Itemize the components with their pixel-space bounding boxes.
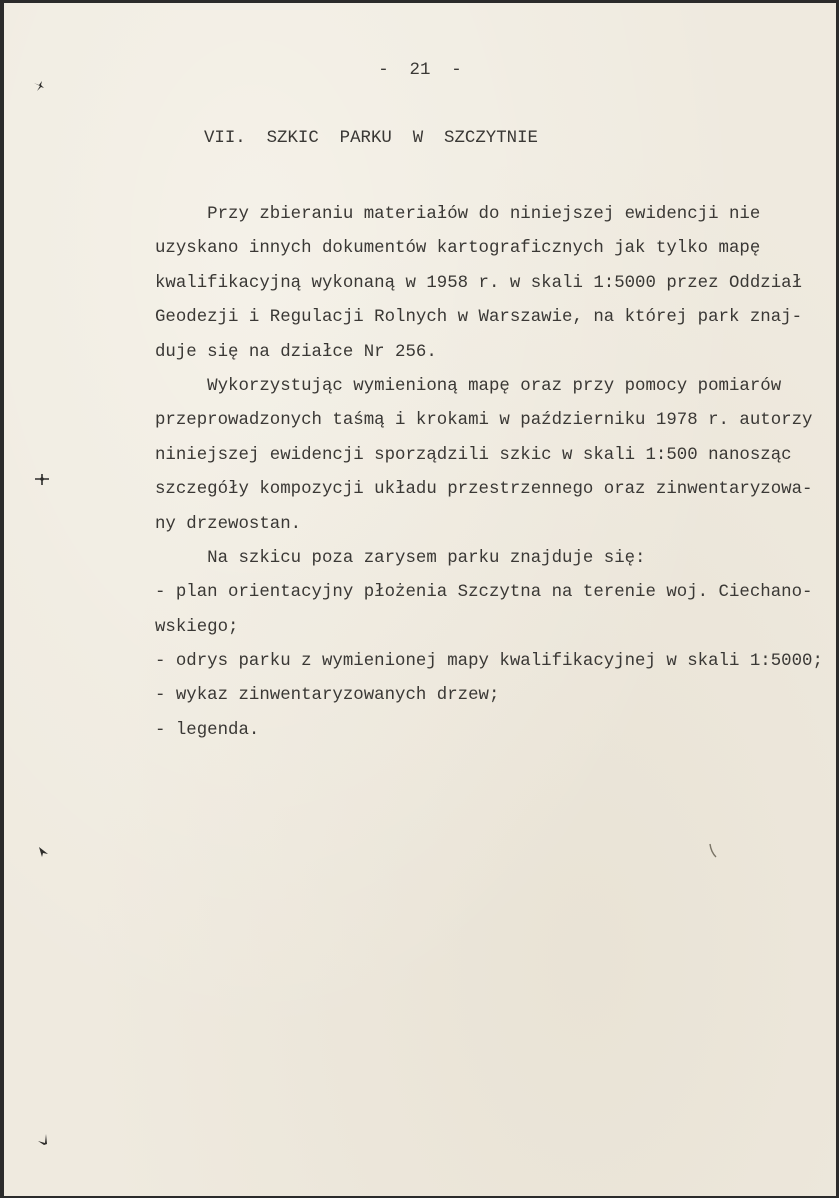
list-item: - wykaz zinwentaryzowanych drzew; [155, 686, 500, 706]
binding-hole-mark-icon [36, 1133, 50, 1147]
section-heading: VII. SZKIC PARKU W SZCZYTNIE [204, 129, 538, 148]
text-line: kwalifikacyjną wykonaną w 1958 r. w skali 1:5000 przez Oddział [155, 273, 803, 293]
page-number: - 21 - [378, 61, 462, 80]
paper-speck [708, 843, 718, 859]
text-line: Geodezji i Regulacji Rolnych w Warszawie, na której park znaj- [155, 308, 803, 328]
text-line: Na szkicu poza zarysem parku znajduje się: [155, 548, 646, 568]
text-line: Wykorzystując wymienioną mapę oraz przy pomocy pomiarów [155, 376, 782, 396]
body-text [155, 198, 825, 748]
text-line: przeprowadzonych taśmą i krokami w październiku 1978 r. autorzy [155, 411, 813, 431]
list-item-continuation: wskiego; [155, 617, 239, 637]
list-item: - plan orientacyjny płożenia Szczytna na terenie woj. Ciechano- [155, 583, 813, 603]
text-line: uzyskano innych dokumentów kartograficznych jak tylko mapę [155, 239, 761, 259]
text-line: niniejszej ewidencji sporządzili szkic w skali 1:500 nanosząc [155, 445, 792, 465]
text-line: ny drzewostan. [155, 514, 302, 534]
binding-hole-mark-icon [34, 471, 48, 485]
text-line: duje się na działce Nr 256. [155, 342, 437, 362]
text-line: Przy zbieraniu materiałów do niniejszej ewidencji nie [155, 205, 761, 224]
document-page [4, 3, 836, 1196]
list-item: - legenda. [155, 720, 260, 740]
text-line: szczegóły kompozycji układu przestrzennego oraz zinwentaryzowa- [155, 480, 813, 500]
list-item: - odrys parku z wymienionej mapy kwalifikacyjnej w skali 1:5000; [155, 652, 823, 672]
binding-hole-mark-icon [36, 845, 50, 859]
binding-hole-mark-icon [32, 79, 46, 93]
